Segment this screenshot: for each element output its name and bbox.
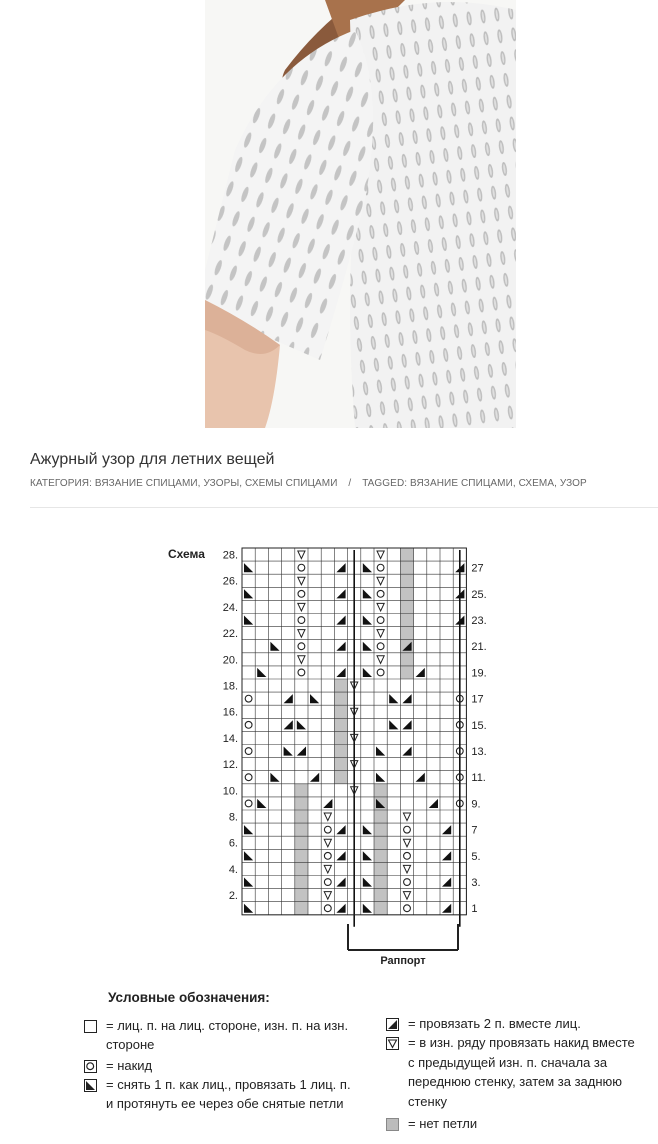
row-number-left: 16.: [222, 706, 238, 719]
tag-links[interactable]: ВЯЗАНИЕ СПИЦАМИ, СХЕМА, УЗОР: [410, 478, 587, 489]
yarn-over-symbol: [404, 879, 411, 886]
ssk-symbol: [257, 668, 266, 677]
legend-title: Условные обозначения:: [108, 990, 270, 1005]
category-links[interactable]: ВЯЗАНИЕ СПИЦАМИ, УЗОРЫ, СХЕМЫ СПИЦАМИ: [94, 478, 338, 489]
yarn-over-symbol: [298, 669, 305, 676]
knitting-scheme: [150, 540, 500, 970]
category-label: КАТЕГОРИЯ:: [30, 478, 92, 489]
row-number-left: 4.: [228, 863, 238, 876]
row-number-left: 10.: [222, 785, 238, 798]
knitted-sweater-photo: [205, 0, 516, 428]
yarn-over-circle-icon: [84, 1060, 97, 1073]
yarn-over-symbol: [404, 826, 411, 833]
legend-item-ssk: = снять 1 п. как лиц., провязать 1 лиц. п. и протянуть ее через обе снятые петли: [106, 1077, 351, 1111]
yarn-over-symbol: [404, 852, 411, 859]
k2tog-symbol: [402, 694, 411, 703]
ssk-symbol: [284, 747, 293, 756]
k2tog-symbol: [442, 878, 451, 887]
ssk-symbol: [244, 904, 253, 913]
row-number-right: 9.: [471, 798, 481, 811]
k2tog-symbol: [310, 773, 319, 782]
ssk-symbol: [244, 589, 253, 598]
row-number-right: 19.: [471, 667, 487, 680]
row-number-left: 2.: [228, 890, 238, 903]
k2tog-symbol: [336, 851, 345, 860]
purl-together-symbol: [298, 603, 305, 611]
row-number-left: 6.: [228, 837, 238, 850]
row-number-left: 22.: [222, 628, 238, 641]
row-number-right: 7: [471, 824, 478, 837]
row-number-left: 12.: [222, 759, 238, 772]
ssk-symbol: [270, 773, 279, 782]
k2tog-symbol: [336, 642, 345, 651]
ssk-symbol: [376, 747, 385, 756]
ssk-symbol: [389, 720, 398, 729]
legend-item-k2tog: = провязать 2 п. вместе лиц.: [408, 1016, 581, 1031]
k2tog-symbol: [429, 799, 438, 808]
yarn-over-symbol: [245, 695, 252, 702]
k2tog-symbol: [402, 720, 411, 729]
row-number-right: 13.: [471, 745, 487, 758]
legend-item-no-stitch: = нет петли: [408, 1116, 478, 1131]
yarn-over-symbol: [377, 590, 384, 597]
yarn-over-symbol: [245, 800, 252, 807]
ssk-symbol: [363, 589, 372, 598]
yarn-over-symbol: [377, 617, 384, 624]
k2tog-symbol: [336, 825, 345, 834]
yarn-over-symbol: [245, 748, 252, 755]
scheme-title: Схема: [168, 547, 205, 561]
ssk-symbol: [363, 668, 372, 677]
ssk-symbol: [244, 563, 253, 572]
ssk-symbol: [363, 825, 372, 834]
k2tog-symbol: [402, 747, 411, 756]
ssk-symbol: [244, 616, 253, 625]
purl-together-symbol: [298, 656, 305, 664]
repeat-bracket: [348, 924, 458, 967]
row-number-left: 28.: [222, 549, 238, 562]
k2tog-symbol: [336, 616, 345, 625]
row-number-left: 18.: [222, 680, 238, 693]
purl-together-symbol: [377, 630, 384, 638]
row-number-right: 17: [471, 693, 484, 706]
no-stitch-gray-icon: [386, 1118, 399, 1131]
empty-square-icon: [84, 1020, 97, 1033]
knitted-lace-sweater-image: [205, 0, 516, 428]
repeat-label: Раппорт: [380, 955, 426, 967]
purl-together-symbol: [403, 813, 410, 821]
yarn-over-symbol: [377, 564, 384, 571]
k2tog-symbol: [336, 904, 345, 913]
ssk-symbol: [363, 851, 372, 860]
ssk-symbol: [244, 825, 253, 834]
k2tog-symbol: [442, 904, 451, 913]
purl-together-symbol: [298, 551, 305, 559]
k2tog-symbol: [284, 694, 293, 703]
yarn-over-symbol: [404, 905, 411, 912]
tagged-label: TAGGED:: [362, 478, 408, 489]
article-meta: [30, 478, 587, 489]
k2tog-symbol: [336, 668, 345, 677]
ssk-symbol: [376, 773, 385, 782]
yarn-over-symbol: [377, 643, 384, 650]
divider: [30, 507, 658, 508]
row-number-left: 14.: [222, 732, 238, 745]
down-triangle-icon: [386, 1037, 399, 1050]
yarn-over-symbol: [324, 879, 331, 886]
ssk-symbol: [363, 616, 372, 625]
row-number-right: 11.: [471, 772, 486, 785]
row-number-right: 5.: [471, 850, 481, 863]
ssk-symbol: [363, 642, 372, 651]
ssk-triangle-icon: [84, 1079, 97, 1092]
k2tog-symbol: [336, 589, 345, 598]
purl-together-symbol: [298, 630, 305, 638]
yarn-over-symbol: [324, 905, 331, 912]
purl-together-symbol: [403, 865, 410, 873]
k2tog-symbol: [416, 773, 425, 782]
k2tog-symbol: [442, 851, 451, 860]
ssk-symbol: [257, 799, 266, 808]
row-number-right: 27: [471, 562, 484, 575]
ssk-symbol: [389, 694, 398, 703]
purl-together-symbol: [324, 813, 331, 821]
row-number-right: 23.: [471, 614, 487, 627]
k2tog-triangle-icon: [386, 1018, 399, 1031]
legend-item-yarn-over: = накид: [106, 1058, 153, 1073]
k2tog-symbol: [336, 878, 345, 887]
ssk-symbol: [310, 694, 319, 703]
k2tog-symbol: [323, 799, 332, 808]
yarn-over-symbol: [324, 852, 331, 859]
meta-separator: /: [348, 478, 352, 489]
k2tog-symbol: [297, 747, 306, 756]
row-number-left: 26.: [222, 575, 238, 588]
yarn-over-symbol: [298, 617, 305, 624]
legend-item-knit: = лиц. п. на лиц. стороне, изн. п. на изн. стороне: [106, 1018, 349, 1052]
row-number-left: 8.: [228, 811, 238, 824]
ssk-symbol: [270, 642, 279, 651]
ssk-symbol: [244, 878, 253, 887]
row-number-right: 1: [471, 903, 478, 916]
k2tog-symbol: [442, 825, 451, 834]
purl-together-symbol: [377, 656, 384, 664]
ssk-symbol: [244, 851, 253, 860]
article-title[interactable]: Ажурный узор для летних вещей: [30, 451, 275, 468]
ssk-symbol: [363, 904, 372, 913]
purl-together-symbol: [298, 577, 305, 585]
row-number-left: 20.: [222, 654, 238, 667]
yarn-over-symbol: [298, 643, 305, 650]
yarn-over-symbol: [377, 669, 384, 676]
purl-together-symbol: [324, 865, 331, 873]
ssk-symbol: [363, 878, 372, 887]
legend-item-purl-together: = в изн. ряду провязать накид вместе с предыдущей изн. п. сначала за переднюю стенку, затем за заднюю стенку: [408, 1035, 635, 1109]
purl-together-symbol: [377, 577, 384, 585]
purl-together-symbol: [377, 551, 384, 559]
purl-together-symbol: [403, 839, 410, 847]
row-number-right: 25.: [471, 588, 487, 601]
row-number-right: 21.: [471, 641, 487, 654]
yarn-over-symbol: [245, 721, 252, 728]
yarn-over-symbol: [298, 590, 305, 597]
k2tog-symbol: [284, 720, 293, 729]
purl-together-symbol: [377, 603, 384, 611]
ssk-symbol: [297, 720, 306, 729]
scheme-grid: [150, 540, 500, 970]
row-number-right: 15.: [471, 719, 487, 732]
purl-together-symbol: [324, 892, 331, 900]
yarn-over-symbol: [245, 774, 252, 781]
ssk-symbol: [363, 563, 372, 572]
k2tog-symbol: [336, 563, 345, 572]
purl-together-symbol: [403, 892, 410, 900]
purl-together-symbol: [324, 839, 331, 847]
k2tog-symbol: [416, 668, 425, 677]
yarn-over-symbol: [324, 826, 331, 833]
row-number-left: 24.: [222, 601, 238, 614]
row-number-right: 3.: [471, 876, 481, 889]
yarn-over-symbol: [298, 564, 305, 571]
legend: [84, 988, 644, 1138]
